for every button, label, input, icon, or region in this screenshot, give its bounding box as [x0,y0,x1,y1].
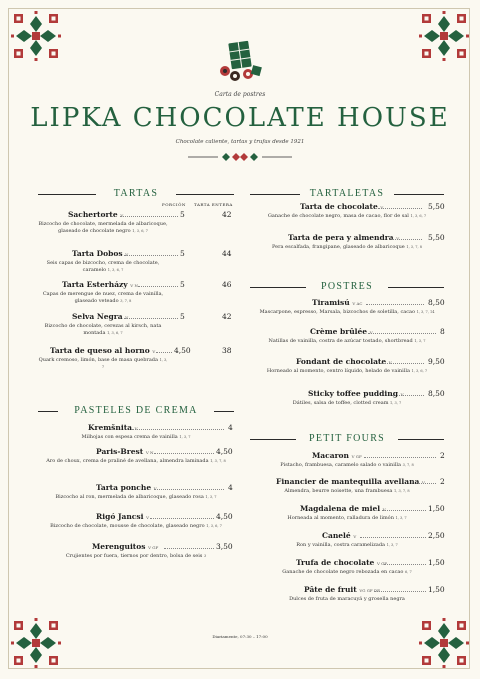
tartas-list [38,210,234,380]
menu-item: Pâte de fruit VG GF DF 1,50 Dulces de fruta de maracuyá y grosella negra [289,585,445,602]
menu-item: Crème brûlée V 8 Natillas de vainilla, costra de azúcar tostado, shortbread 1, 3, 7 [268,327,445,344]
ornamental-divider [188,152,292,162]
menu-item: Selva Negra V 5 42 Bizcocho de chocolate, cerezas al kirsch, nata montada 1, 3, 6, 7 [44,312,232,336]
col-portion: PORCIÓN [162,202,186,207]
corner-ornament-icon [418,617,470,669]
menu-item: Fondant de chocolate V 9,50 Horneado al momento, centro líquido, helado de vainilla 1, 3, 6, 7 [266,357,445,374]
menu-item: Tarta de chocolate V 5,50 Ganache de chocolate negro, masa de cacao, flor de sal 1, 3, 6, 7 [267,202,445,219]
menu-item: Financier de mantequilla avellana V 2 Almendra, beurre noisette, una frambuesa 1, 3, 7, 8 [276,477,445,494]
corner-ornament-icon [10,10,62,62]
menu-item: Macaron V GF 2 Pistacho, frambuesa, caramelo salado o vainilla 3, 7, 8 [280,451,445,468]
section-pasteles [38,405,234,564]
menu-item: Tarta de pera y almendra V 5,50 Pera escalfada, frangipane, glaseado de albaricoque 1, 3, 7, 8 [272,233,445,250]
menu-item: Tarta Esterházy V N 5 46 Capas de merengue de nuez, crema de vainilla, glaseado veteado 3, 7, 8 [42,280,232,304]
section-heading: PASTELES DE CREMA [38,405,234,419]
section-heading: POSTRES [250,281,444,295]
corner-ornament-icon [10,617,62,669]
chocolate-bar-icon [214,38,266,84]
menu-item: Tarta Dobos V 5 44 Seis capas de bizcocho, crema de chocolate, caramelo 1, 3, 6, 7 [46,249,232,273]
menu-item: Kremšnita V 4 Milhojas con espesa crema de vainilla 1, 3, 7 [81,423,233,440]
section-postres [250,281,444,415]
section-tartaletas [250,188,444,263]
section-petit-fours [250,433,444,607]
menu-item: Canelé V 2,50 Ron y vainilla, costra caramelizada 1, 3, 7 [296,531,445,548]
column-headers [38,202,234,210]
menu-item: Paris-Brest V N 4,50 Aro de choux, crema de praliné de avellana, almendra laminada 1, 3, 7, 8 [46,447,233,464]
menu-item: Merenguitos V GF 3,50 Crujientes por fuera, tiernos por dentro, bolsa de seis 3 [65,542,233,559]
menu-kicker: Carta de postres [214,91,266,98]
menu-item: Tiramisú V AC 8,50 Mascarpone, espresso, Marsala, bizcochos de soletilla, cacao 1, 3, 7, 14 [259,298,445,315]
menu-item: Magdalena de miel V 1,50 Horneada al momento, ralladura de limón 1, 3, 7 [287,504,445,521]
col-whole: TARTA ENTERA [194,202,233,207]
section-heading: TARTAS [38,188,234,202]
restaurant-title: LIPKA CHOCOLATE HOUSE [30,103,450,133]
corner-ornament-icon [418,10,470,62]
menu-item: Sachertorte V 5 42 Bizcocho de chocolate, mermelada de albaricoque, glaseado de chocolate negro 1, 3, 6, 7 [38,210,232,234]
menu-item: Rigó Jancsi V 4,50 Bizcocho de chocolate, mousse de chocolate, glaseado negro 1, 3, 6, 7 [50,512,233,529]
menu-item: Tarta de queso al horno V 4,50 38 Quark cremoso, limón, base de masa quebrada 1, 3, 7 [38,346,232,369]
opening-hours: Diariamente, 07:30 – 17:00 [212,634,268,639]
menu-item: Trufa de chocolate V GF 1,50 Ganache de chocolate negro rebozada en cacao 6, 7 [282,558,445,575]
section-tartas [38,188,234,380]
menu-item: Tarta ponche V 4 Bizcocho al ron, mermelada de albaricoque, glaseado rosa 1, 3, 7 [55,483,233,500]
section-heading: TARTALETAS [250,188,444,202]
section-heading: PETIT FOURS [250,433,444,447]
restaurant-subtitle: Chocolate caliente, tartas y trufas desde 1921 [175,139,305,145]
menu-item: Sticky toffee pudding V 8,50 Dátiles, salsa de toffee, clotted cream 1, 3, 7 [292,389,445,406]
